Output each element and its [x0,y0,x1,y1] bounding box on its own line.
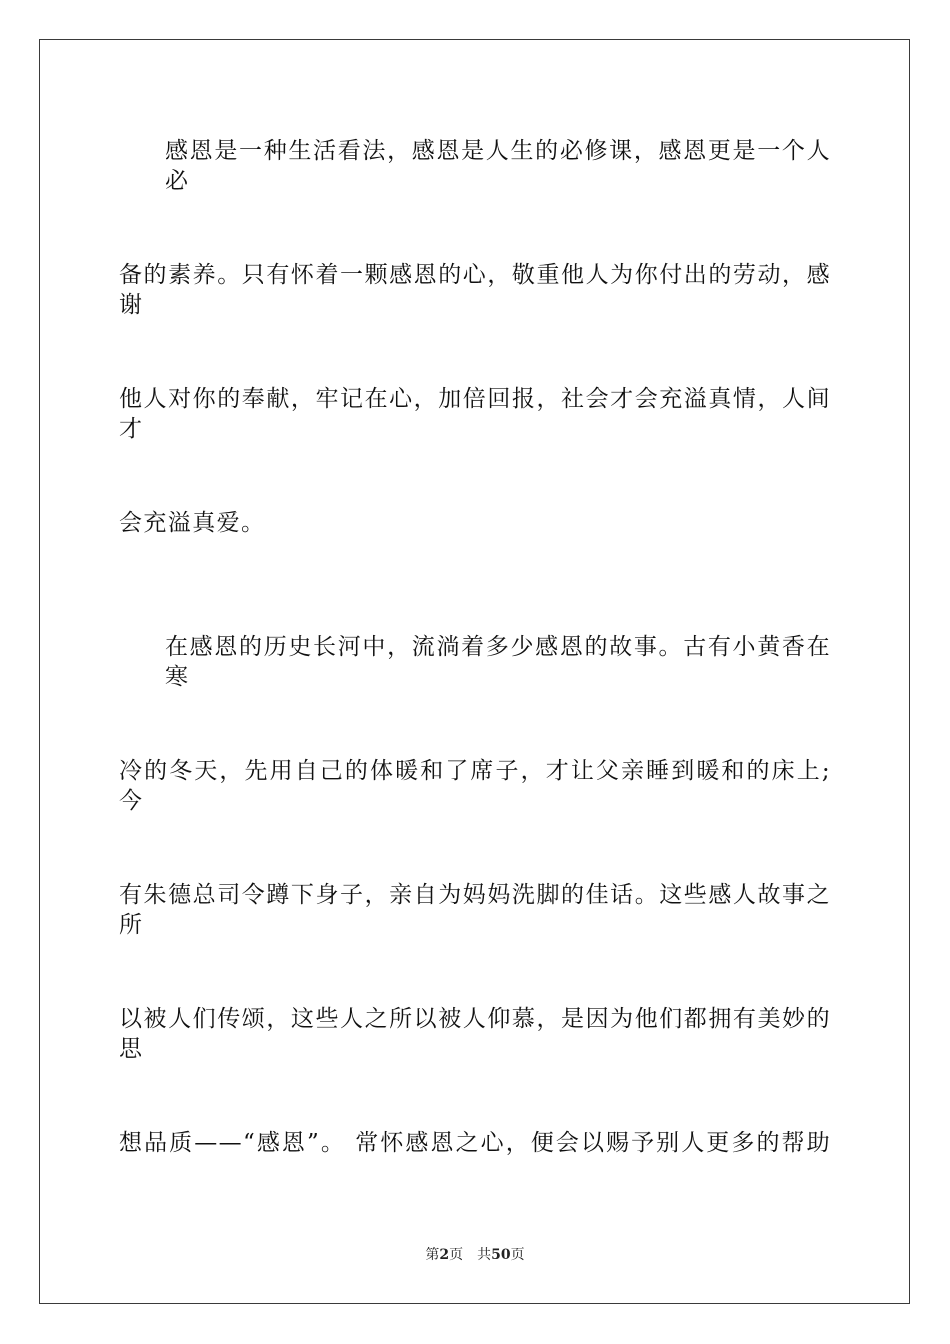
text-line: 冷的冬天，先用自己的体暖和了席子，才让父亲睡到暖和的床上;今 [119,758,831,814]
total-prefix: 共 [477,1247,492,1263]
total-pages: 50 [491,1247,511,1263]
page-footer [0,1246,950,1264]
text-line: 备的素养。只有怀着一颗感恩的心，敬重他人为你付出的劳动，感谢 [119,262,831,318]
page-number: 2 [439,1247,450,1263]
text-line: 会充溢真爱。 [119,510,266,536]
text-line: 在感恩的历史长河中，流淌着多少感恩的故事。古有小黄香在寒 [165,634,831,690]
text-line: 想品质——“感恩”。 常怀感恩之心，便会以赐予别人更多的帮助 [119,1130,831,1156]
text-line: 以被人们传颂，这些人之所以被人仰慕，是因为他们都拥有美妙的思 [119,1006,831,1062]
text-line: 有朱德总司令蹲下身子，亲自为妈妈洗脚的佳话。这些感人故事之所 [119,882,831,938]
text-line: 感恩是一种生活看法，感恩是人生的必修课，感恩更是一个人必 [165,138,831,194]
text-line: 他人对你的奉献，牢记在心，加倍回报，社会才会充溢真情，人间才 [119,386,831,442]
page-suffix: 页 [449,1247,464,1263]
total-suffix: 页 [510,1247,525,1263]
page-prefix: 第 [425,1247,440,1263]
